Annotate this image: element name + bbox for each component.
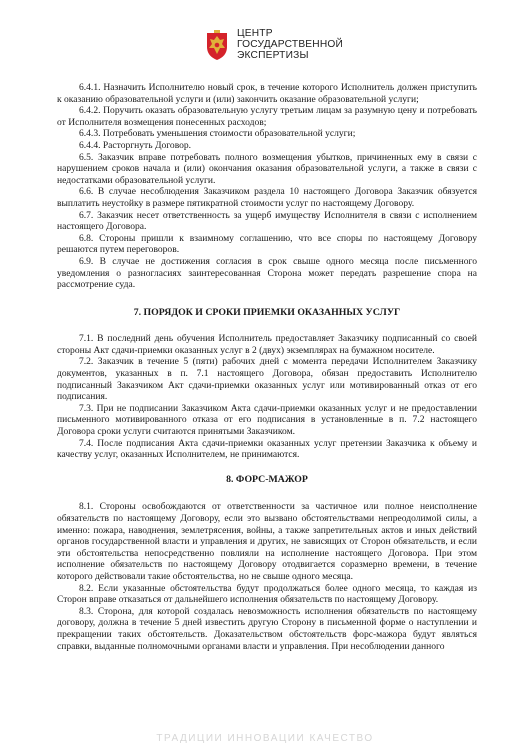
org-name-line3: ЭКСПЕРТИЗЫ <box>237 50 309 61</box>
paragraph-6-7: 6.7. Заказчик несет ответственность за ущерб имуществу Исполнителя в связи с исполнением настоящего Договора. <box>57 209 477 233</box>
paragraph-6-9: 6.9. В случае не достижения согласия в срок свыше одного месяца после письменного уведомления о разногласиях заинтересованная Сторона может передать разрешение спора на рассмотрение суда. <box>57 255 477 291</box>
coat-of-arms-icon <box>205 29 229 61</box>
section-heading-7: 7. ПОРЯДОК И СРОКИ ПРИЕМКИ ОКАЗАННЫХ УСЛУГ <box>133 306 401 318</box>
paragraph-8-2: 8.2. Если указанные обстоятельства будут продолжаться более одного месяца, то каждая из Сторон вправе отказаться от дальнейшего исполнения обязательств по настоящему Договору. <box>57 582 477 606</box>
footer-watermark: ТРАДИЦИИ ИННОВАЦИИ КАЧЕСТВО <box>156 733 374 744</box>
document-body <box>57 82 477 652</box>
paragraph-7-1: 7.1. В последний день обучения Исполнитель предоставляет Заказчику подписанный со своей стороны Акт сдачи-приемки оказанных услуг в 2 (двух) экземплярах на бумажном носителе. <box>57 333 477 356</box>
paragraph-6-8: 6.8. Стороны пришли к взаимному соглашению, что все споры по настоящему Договору решаются путем переговоров. <box>57 232 477 256</box>
paragraph-7-2: 7.2. Заказчик в течение 5 (пяти) рабочих дней с момента передачи Исполнителем Заказчику документов, указанных в п. 7.1 настоящего Договора, обязан предоставить Исполнителю подписанный Заказчиком Акт сдачи-приемки оказанных услуг или мотивированный отказ от его подписания. <box>57 356 477 403</box>
paragraph-6-4-3: 6.4.3. Потребовать уменьшения стоимости образовательной услуги; <box>79 128 356 140</box>
paragraph-6-4-4: 6.4.4. Расторгнуть Договор. <box>79 139 192 151</box>
paragraph-6-4-2: 6.4.2. Поручить оказать образовательную услугу третьим лицам за разумную цену и потребовать от Исполнителя возмещения понесенных расходов; <box>57 105 477 128</box>
paragraph-6-6: 6.6. В случае несоблюдения Заказчиком раздела 10 настоящего Договора Заказчик обязуется выплатить неустойку в размере пятикратной стоимости услуг по настоящему Договору. <box>57 186 477 209</box>
organization-name <box>237 28 343 61</box>
paragraph-7-3: 7.3. При не подписании Заказчиком Акта сдачи-приемки оказанных услуг и не предоставлении письменного мотивированного отказа от его подписания в установленные в п. 7.2 настоящего Договора сроки услуги считаются принятыми Заказчиком. <box>57 402 477 438</box>
header <box>205 28 343 61</box>
paragraph-7-4: 7.4. После подписания Акта сдачи-приемки оказанных услуг претензии Заказчика к объему и качеству услуг, оказанных Исполнителем, не принимаются. <box>57 437 477 461</box>
paragraph-8-1: 8.1. Стороны освобождаются от ответственности за частичное или полное неисполнение обязательств по настоящему Договору, если это вызвано обстоятельствами непреодолимой силы, а именно: пожара, наводнения, землетрясения, войны, а также запретительных актов и иных действий органов государственной власти и управления и других, не зависящих от Сторон обязательств, и если эти обстоятельства непосредственно повлияли на исполнение настоящего Договора. При этом исполнение обязательств по настоящему Договору отодвигается соразмерно времени, в течение которого действовали такие обстоятельства, но не свыше одного месяца. <box>57 501 477 582</box>
paragraph-6-4-1: 6.4.1. Назначить Исполнителю новый срок, в течение которого Исполнитель должен приступить к оказанию образовательной услуги и (или) закончить оказание образовательной услуги; <box>57 82 477 105</box>
paragraph-6-5: 6.5. Заказчик вправе потребовать полного возмещения убытков, причиненных ему в связи с нарушением сроков начала и (или) окончания оказания образовательной услуги, а также в связи с недостатками образовательной услуги. <box>57 151 477 186</box>
org-name-line1: ЦЕНТР <box>237 28 273 39</box>
paragraph-8-3: 8.3. Сторона, для которой создалась невозможность исполнения обязательств по настоящему договору, должна в течение 5 дней известить другую Сторону в письменной форме о наступлении и прекращении таких обстоятельств. Доказательством обстоятельств форс-мажора будут являться справки, выданные полномочными органами власти и управления. При несоблюдении данного <box>57 605 477 652</box>
section-heading-8: 8. ФОРС-МАЖОР <box>226 473 308 485</box>
org-name-line2: ГОСУДАРСТВЕННОЙ <box>237 39 344 50</box>
